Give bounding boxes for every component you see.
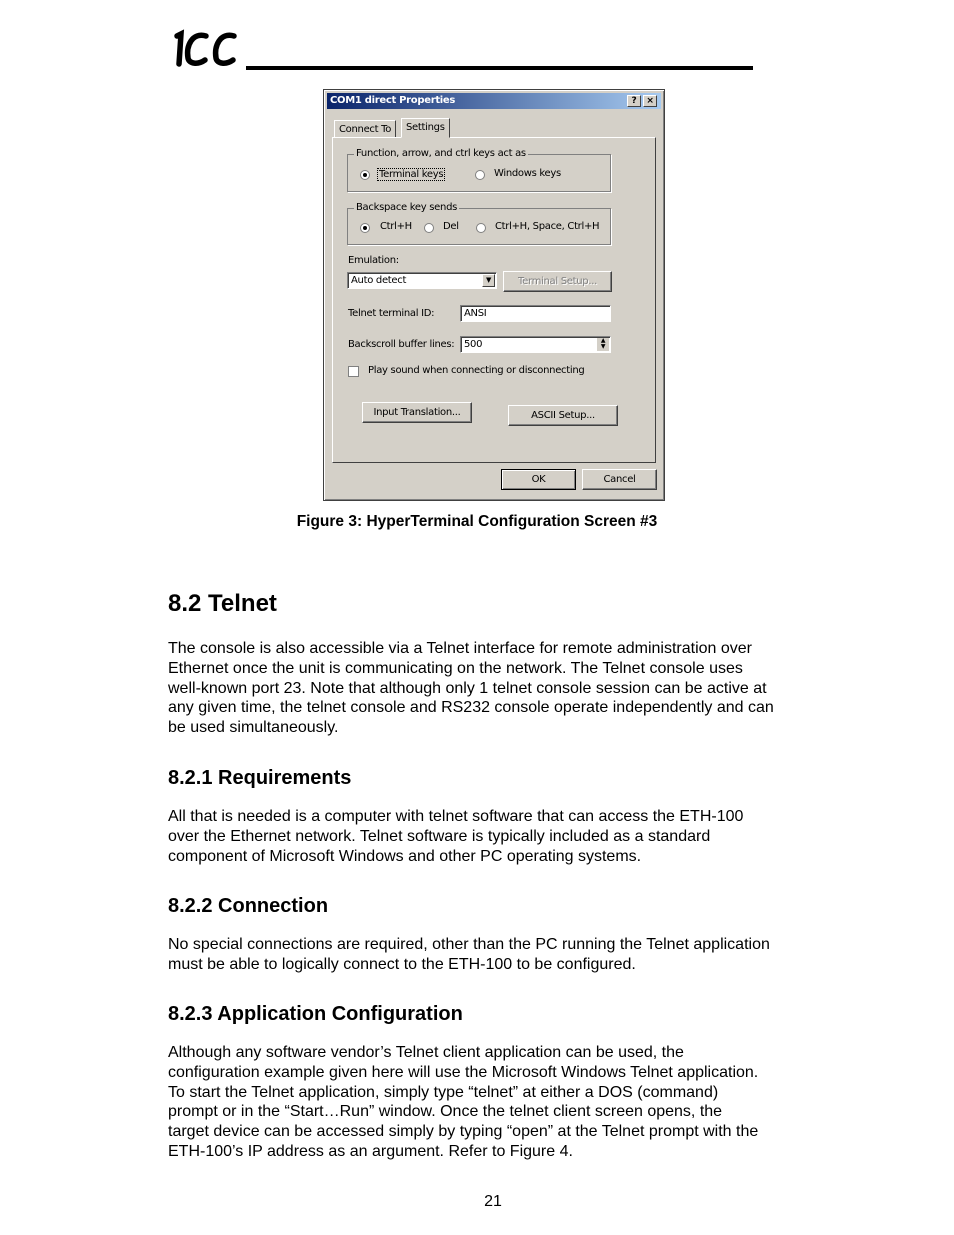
text-line: No special connections are required, other than the PC running the Telnet application <box>168 936 770 953</box>
dialog-titlebar <box>327 93 661 109</box>
app-config-paragraph <box>168 1043 828 1162</box>
del-label: Del <box>443 221 459 232</box>
tab-settings[interactable]: Settings <box>401 118 450 138</box>
section-heading-telnet: 8.2 Telnet <box>168 590 277 617</box>
text-line: configuration example given here will use the Microsoft Windows Telnet application. <box>168 1063 759 1081</box>
text-line: All that is needed is a computer with telnet software that can access the ETH-100 <box>168 808 744 825</box>
backscroll-label: Backscroll buffer lines: <box>348 339 455 350</box>
cancel-button[interactable]: Cancel <box>582 469 657 490</box>
spinner-arrows-icon[interactable]: ▲ ▼ <box>597 338 609 351</box>
function-keys-legend: Function, arrow, and ctrl keys act as <box>356 148 526 159</box>
text-line: over the Ethernet network. Telnet software is typically included as a standard <box>168 827 711 845</box>
properties-dialog <box>323 89 665 501</box>
ctrl-h-radio[interactable] <box>360 223 370 233</box>
play-sound-label: Play sound when connecting or disconnecting <box>368 365 585 376</box>
text-line: Although any software vendor’s Telnet client application can be used, the <box>168 1044 684 1061</box>
page-number: 21 <box>484 1193 502 1210</box>
backspace-legend: Backspace key sends <box>356 202 458 213</box>
icc-logo <box>172 26 242 70</box>
text-line: be used simultaneously. <box>168 719 339 737</box>
ctrl-h-space-radio[interactable] <box>476 223 486 233</box>
telnet-paragraph <box>168 639 828 738</box>
backscroll-value: 500 <box>464 339 483 350</box>
emulation-select[interactable] <box>347 272 497 289</box>
text-line: ETH-100’s IP address as an argument. Refer to Figure 4. <box>168 1142 573 1160</box>
help-button[interactable]: ? <box>627 95 641 107</box>
text-line: must be able to logically connect to the ETH-100 to be configured. <box>168 955 636 973</box>
windows-keys-label: Windows keys <box>494 168 561 179</box>
terminal-keys-label: Terminal keys <box>379 169 444 180</box>
text-line: To start the Telnet application, simply type “telnet” at either a DOS (command) <box>168 1083 719 1101</box>
del-radio[interactable] <box>424 223 434 233</box>
connection-paragraph <box>168 935 828 975</box>
play-sound-checkbox[interactable] <box>348 366 359 377</box>
heading-application-configuration: 8.2.3 Application Configuration <box>168 1003 463 1025</box>
heading-requirements: 8.2.1 Requirements <box>168 767 352 789</box>
ctrl-h-space-label: Ctrl+H, Space, Ctrl+H <box>495 221 600 232</box>
heading-connection: 8.2.2 Connection <box>168 895 329 917</box>
chevron-down-icon: ▼ <box>482 274 495 287</box>
text-line: well-known port 23. Note that although only 1 telnet console session can be active at <box>168 679 767 697</box>
figure-caption: Figure 3: HyperTerminal Configuration Screen #3 <box>296 513 658 530</box>
telnet-id-label: Telnet terminal ID: <box>348 308 435 319</box>
dialog-title: COM1 direct Properties <box>330 95 456 106</box>
text-line: target device can be accessed simply by typing “open” at the Telnet prompt with the <box>168 1123 759 1141</box>
ascii-setup-button[interactable]: ASCII Setup... <box>508 405 618 426</box>
terminal-setup-button[interactable]: Terminal Setup... <box>503 271 612 292</box>
input-translation-button[interactable]: Input Translation... <box>362 402 472 423</box>
text-line: The console is also accessible via a Telnet interface for remote administration over <box>168 640 752 657</box>
terminal-keys-radio[interactable] <box>360 170 370 180</box>
tab-connect-to[interactable]: Connect To <box>334 120 396 138</box>
emulation-value: Auto detect <box>351 275 407 286</box>
requirements-paragraph <box>168 807 828 866</box>
close-button[interactable]: × <box>643 95 657 107</box>
ctrl-h-label: Ctrl+H <box>380 221 412 232</box>
text-line: any given time, the telnet console and RS232 console operate independently and can <box>168 699 774 717</box>
emulation-label: Emulation: <box>348 255 399 266</box>
telnet-id-input[interactable]: ANSI <box>460 305 611 322</box>
windows-keys-radio[interactable] <box>475 170 485 180</box>
backscroll-input[interactable] <box>460 336 611 353</box>
text-line: prompt or in the “Start…Run” window. Once the telnet client screen opens, the <box>168 1103 723 1121</box>
ok-button[interactable]: OK <box>501 469 576 490</box>
text-line: Ethernet once the unit is communicating on the network. The Telnet console uses <box>168 659 743 677</box>
header-rule <box>246 66 753 70</box>
text-line: component of Microsoft Windows and other PC operating systems. <box>168 847 642 865</box>
